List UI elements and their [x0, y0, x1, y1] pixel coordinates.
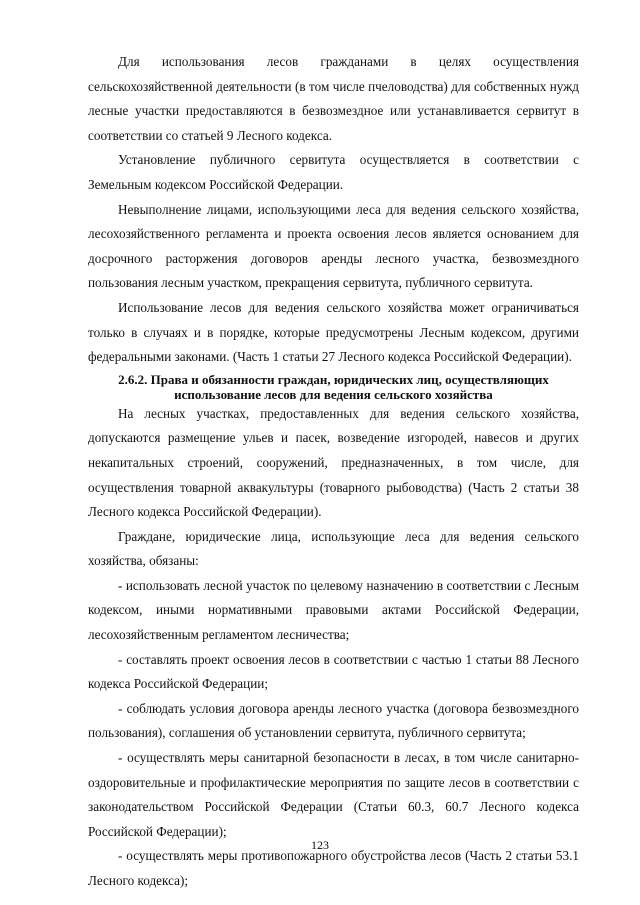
page-number: 123: [311, 838, 329, 852]
section-heading: [88, 370, 579, 402]
paragraph-noncompliance: Невыполнение лицами, использующими леса для ведения сельского хозяйства, лесохозяйственного регламента и проекта освоения лесов является основанием для досрочного расторжения договоров аренды лесного участка, безвозмездного пользования лесным участком, прекращения сервитута, публичного сервитута.: [88, 201, 579, 291]
obligation-item: - составлять проект освоения лесов в соответствии с частью 1 статьи 88 Лесного кодекса Российской Федерации;: [88, 651, 579, 692]
paragraph-permitted-structures: На лесных участках, предоставленных для ведения сельского хозяйства, допускаются размещение ульев и пасек, возведение изгородей, навесов и других некапитальных строений, сооружений, предназначенных, в том числе, для осуществления товарной аквакультуры (товарного рыбоводства) (Часть 2 статьи 38 Лесного кодекса Российской Федерации).: [88, 405, 579, 520]
obligation-item: - осуществлять меры противопожарного обустройства лесов (Часть 2 статьи 53.1 Лесного кодекса);: [88, 848, 579, 888]
paragraph-obligations-intro: Граждане, юридические лица, использующие леса для ведения сельского хозяйства, обязаны:: [88, 528, 579, 569]
section-heading-line-2: использование лесов для ведения сельского хозяйства: [174, 386, 493, 402]
obligation-item: - соблюдать условия договора аренды лесного участка (договора безвозмездного пользования), соглашения об установлении сервитута, публичного сервитута;: [88, 700, 579, 741]
obligation-item: - осуществлять меры санитарной безопасности в лесах, в том числе санитарно-оздоровительные и профилактические мероприятия по защите лесов в соответствии с законодательством Российской Федерации (Статьи 60.3, 60.7 Лесного кодекса Российской Федерации);: [88, 750, 579, 839]
section-heading-line-1: 2.6.2. Права и обязанности граждан, юридических лиц, осуществляющих: [118, 371, 549, 387]
paragraph-public-servitude: Установление публичного сервитута осуществляется в соответствии с Земельным кодексом Российской Федерации.: [88, 152, 579, 192]
paragraph-restrictions: Использование лесов для ведения сельского хозяйства может ограничиваться только в случаях и в порядке, которые предусмотрены Лесным кодексом, другими федеральными законами. (Часть 1 статьи 27 Лесного кодекса Российской Федерации).: [88, 299, 579, 365]
document-page: [88, 50, 579, 894]
obligation-item: - использовать лесной участок по целевому назначению в соответствии с Лесным кодексом, иными нормативными правовыми актами Российской Федерации, лесохозяйственным регламентом лесничества;: [88, 577, 579, 643]
paragraph-agricultural-use: Для использования лесов гражданами в целях осуществления сельскохозяйственной деятельности (в том числе пчеловодства) для собственных нужд лесные участки предоставляются в безвозмездное или устанавливается сервитут в соответствии со статьей 9 Лесного кодекса.: [88, 54, 579, 143]
